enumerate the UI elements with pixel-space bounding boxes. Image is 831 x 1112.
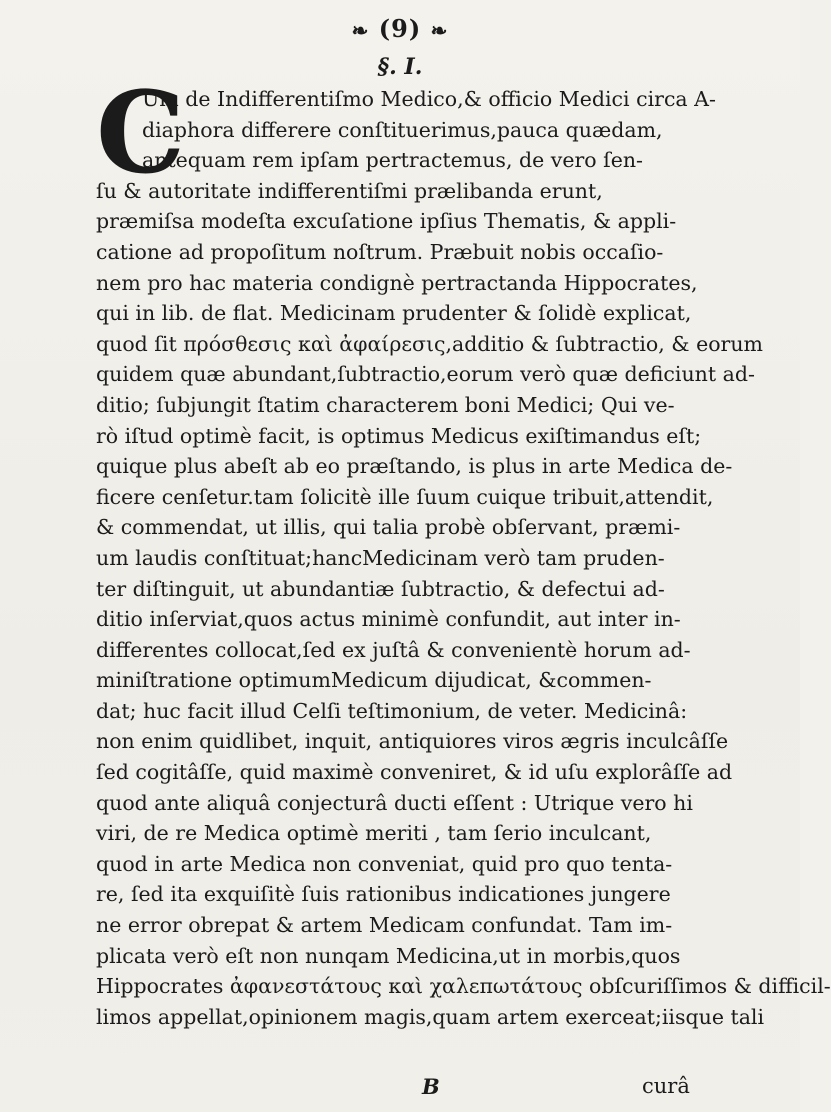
text-line: diaphora differere conſtituerimus,pauca quædam, [142,117,663,142]
text-line: viri, de re Medica optimè meriti , tam ſerio inculcant, [96,821,652,846]
text-line: um laudis conſtituat;hancMedicinam verò tam pruden- [96,545,665,570]
text-line: non enim quidlibet, inquit, antiquiores viros ægris inculcâſſe [96,729,729,754]
text-line: ſu & autoritate indifferentiſmi prælibanda erunt, [96,178,603,203]
text-line: & commendat, ut illis, qui talia probè obſervant, præmi- [96,515,681,540]
text-line: limos appellat,opinionem magis,quam artem exerceat;iisque tali [96,1004,765,1029]
text-line: quod in arte Medica non conveniat, quid pro quo tenta- [96,851,673,876]
text-line: quod ſit πρόσθεσις καὶ ἀφαίρεσις,additio & ſubtractio, & eorum [96,331,763,356]
text-line: ficere cenſetur.tam ſolicitè ille ſuum cuique tribuit,attendit, [96,484,714,509]
text-line: catione ad propoſitum noſtrum. Præbuit nobis occaſio- [96,239,664,264]
page-footer [0,1074,800,1104]
right-ornament-icon: ❧ [430,18,449,43]
text-line: Hippocrates ἀφανεστάτους καὶ χαλεπωτάτους obſcuriſſimos & difficil- [96,974,831,999]
text-line: re, ſed ita exquiſitè ſuis rationibus indicationes jungere [96,882,671,907]
text-line: quique plus abeſt ab eo præſtando, is plus in arte Medica de- [96,454,733,479]
section-heading: §. I. [377,54,423,80]
text-line: plicata verò eſt non nunqam Medicina,ut in morbis,quos [96,943,681,968]
page-number: (9) [378,14,422,43]
text-line: ditio inſerviat,quos actus minimè confundit, aut inter in- [96,607,681,632]
text-line: Um de Indifferentiſmo Medico,& officio Medici circa A- [142,87,716,111]
text-line: ditio; ſubjungit ſtatim characterem boni Medici; Qui ve- [96,392,675,417]
left-ornament-icon: ❧ [351,18,370,43]
text-line: quidem quæ abundant,ſubtractio,eorum verò quæ deficiunt ad- [96,362,755,387]
text-line: ne error obrepat & artem Medicam confundat. Tam im- [96,913,673,938]
text-line: qui in lib. de flat. Medicinam prudenter & ſolidè explicat, [96,301,692,326]
signature-mark: B [422,1074,440,1099]
body-text [96,84,831,1032]
text-line: miniſtratione optimumMedicum dijudicat, &commen- [96,668,652,693]
drop-cap: C [96,68,186,199]
catchword: curâ [642,1074,690,1098]
text-line: antequam rem ipſam pertractemus, de vero ſen- [142,148,643,173]
text-line: nem pro hac materia condignè pertractanda Hippocrates, [96,270,698,295]
text-line: quod ante aliquâ conjecturâ ducti eſſent : Utrique vero hi [96,790,693,815]
text-line: differentes collocat,ſed ex juſtâ & convenientè horum ad- [96,637,691,662]
text-line: ter diſtinguit, ut abundantiæ ſubtractio, & defectui ad- [96,576,665,601]
text-line: rò iſtud optimè facit, is optimus Medicus exiſtimandus eſt; [96,423,702,448]
page-header [0,14,800,43]
text-line: ſed cogitâſſe, quid maximè conveniret, & id uſu explorâſſe ad [96,760,733,785]
text-line: præmiſsa modeſta excuſatione ipſius Thematis, & appli- [96,209,677,234]
text-line: dat; huc facit illud Celſi teſtimonium, de veter. Medicinâ: [96,698,688,723]
